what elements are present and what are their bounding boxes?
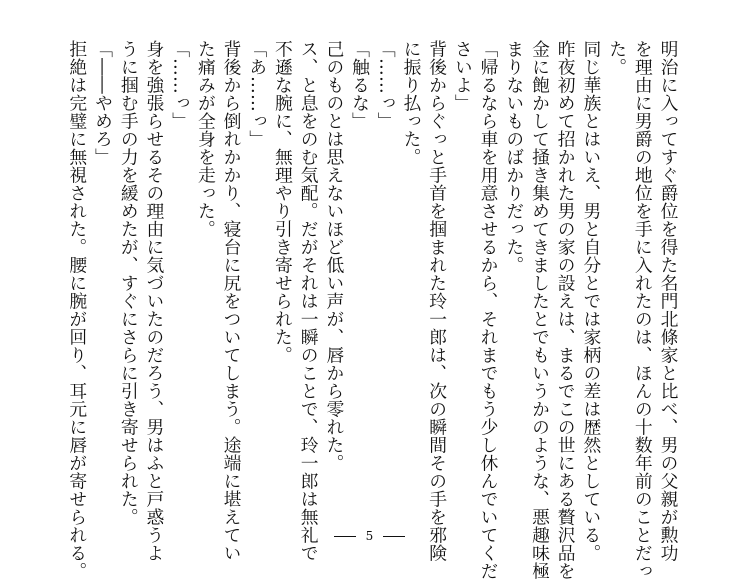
page-number: 5 <box>365 529 374 543</box>
text-line: ス、と息をのむ気配。だがそれは一瞬のことで、玲一郎は無礼で <box>298 40 320 562</box>
footer-rule-right <box>383 536 405 537</box>
text-line: 「帰るなら車を用意させるから、それまでもう少し休んでいてくだ <box>478 40 500 580</box>
text-line: 背後からぐっと手首を掴まれた玲一郎は、次の瞬間その手を邪険 <box>426 40 448 562</box>
text-line: た。 <box>606 40 628 76</box>
text-line: た痛みが全身を走った。 <box>195 40 217 238</box>
text-line: 「あ……っ」 <box>246 40 268 148</box>
text-line: 「触るな」 <box>349 40 371 130</box>
text-line: 明治に入ってすぐ爵位を得た名門北條家と比べ、男の父親が勲功 <box>658 40 679 562</box>
text-line: 昨夜初めて招かれた男の家の設えは、まるでこの世にある贅沢品を <box>555 40 577 580</box>
text-line: 拒絶は完璧に無視された。腰に腕が回り、耳元に唇が寄せられる。 <box>66 40 88 580</box>
footer-rule-left <box>334 536 356 537</box>
text-line: まりないものばかりだった。 <box>503 40 525 274</box>
text-line: 己のものとは思えないほど低い声が、唇から零れた。 <box>323 40 345 472</box>
text-line: 背後から倒れかかり、寝台に尻をついてしまう。途端に堪えてい <box>221 40 243 562</box>
text-line: 「……っ」 <box>375 40 397 130</box>
text-line: に振り払った。 <box>400 40 422 166</box>
text-line: 同じ華族とはいえ、男と自分とでは家柄の差は歴然としている。 <box>580 40 602 562</box>
text-line: 金に飽かして掻き集めてきましたとでもいうかのような、悪趣味極 <box>529 40 551 580</box>
text-line: うに掴む手の力を緩めたが、すぐにさらに引き寄せられた。 <box>118 40 140 526</box>
text-line: さいよ」 <box>452 40 474 112</box>
page-footer <box>0 528 739 544</box>
vertical-text-body <box>64 40 681 580</box>
text-line: 不遜な腕に、無理やり引き寄せられた。 <box>272 40 294 364</box>
text-line: 「――やめろ」 <box>92 40 114 166</box>
text-line: を理由に男爵の地位を手に入れたのは、ほんの十数年前のことだっ <box>632 40 654 580</box>
text-line: 「……っ」 <box>169 40 191 130</box>
text-line: 身を強張らせるその理由に気づいたのだろう、男はふと戸惑うよ <box>143 40 165 562</box>
